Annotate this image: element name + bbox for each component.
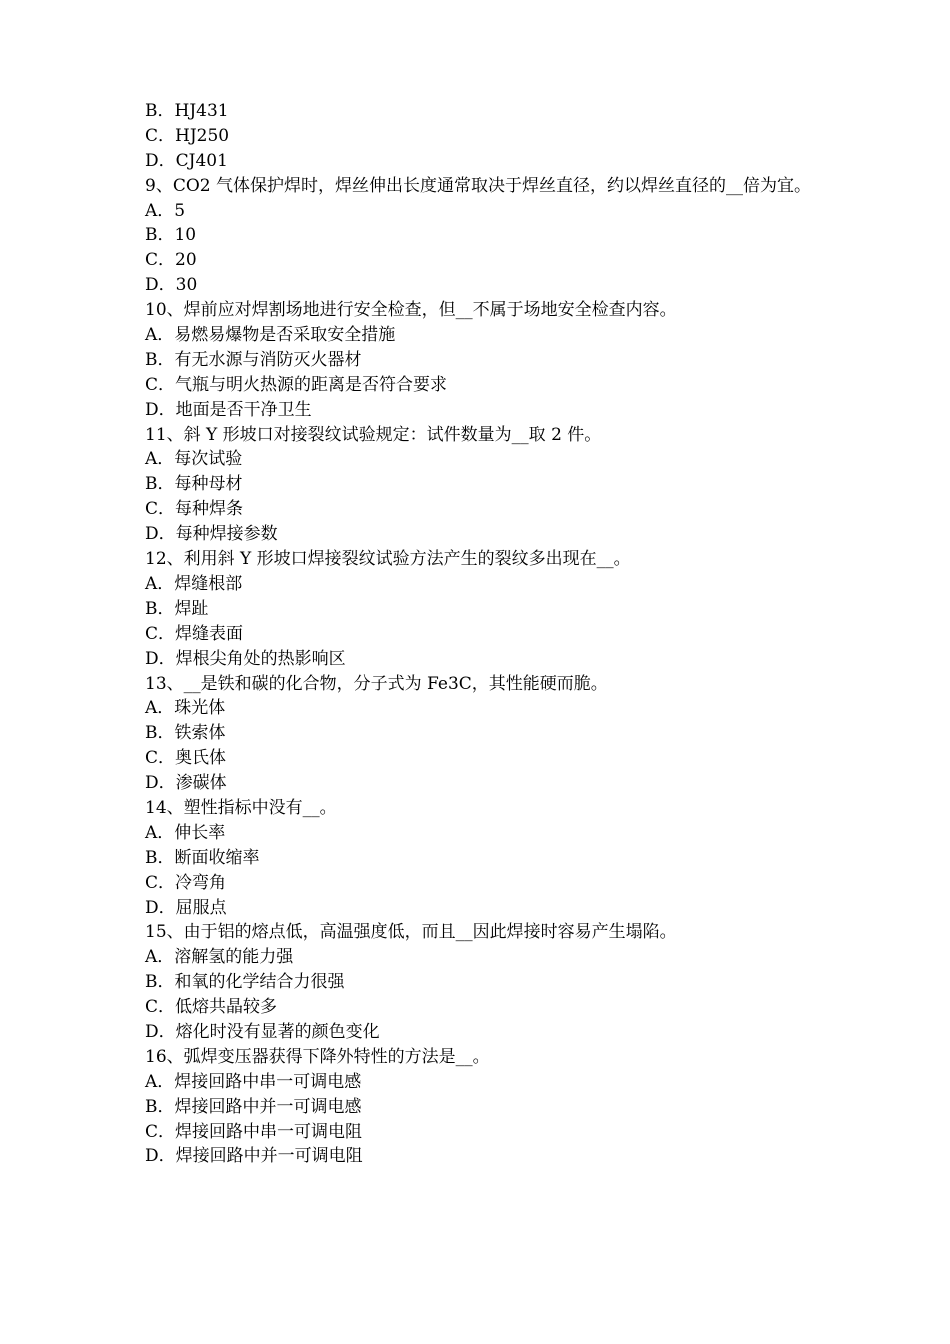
option-line: D．焊根尖角处的热影响区 bbox=[145, 648, 346, 669]
question-stem: 12、利用斜 Y 形坡口焊接裂纹试验方法产生的裂纹多出现在__。 bbox=[145, 549, 631, 570]
continued-options bbox=[145, 99, 825, 174]
question-12 bbox=[145, 547, 825, 671]
option-line: D．每种焊接参数 bbox=[145, 524, 278, 545]
option-line: C．20 bbox=[145, 250, 197, 271]
option-line: A．易燃易爆物是否采取安全措施 bbox=[145, 325, 396, 346]
option-line: A．每次试验 bbox=[145, 449, 243, 470]
question-stem: 16、弧焊变压器获得下降外特性的方法是__。 bbox=[145, 1046, 490, 1067]
question-16 bbox=[145, 1045, 825, 1169]
option-line: A．伸长率 bbox=[145, 822, 226, 843]
option-line: C．气瓶与明火热源的距离是否符合要求 bbox=[145, 374, 448, 395]
question-stem: 11、斜 Y 形坡口对接裂纹试验规定：试件数量为__取 2 件。 bbox=[145, 424, 602, 445]
question-stem: 9、CO2 气体保护焊时，焊丝伸出长度通常取决于焊丝直径，约以焊丝直径的__倍为宜。 bbox=[145, 175, 811, 196]
option-line: A．5 bbox=[145, 200, 186, 221]
option-line: C．HJ250 bbox=[145, 125, 230, 146]
option-line: D．屈服点 bbox=[145, 897, 227, 918]
question-10 bbox=[145, 298, 825, 422]
option-line: B．10 bbox=[145, 225, 197, 246]
option-line: C．奥氏体 bbox=[145, 748, 227, 769]
option-line: C．低熔共晶较多 bbox=[145, 997, 278, 1018]
option-line: B．断面收缩率 bbox=[145, 847, 260, 868]
option-line: B．焊趾 bbox=[145, 598, 209, 619]
option-line: D．CJ401 bbox=[145, 150, 228, 171]
question-15 bbox=[145, 920, 825, 1044]
option-line: B．铁索体 bbox=[145, 723, 226, 744]
question-9 bbox=[145, 174, 825, 298]
option-line: D．渗碳体 bbox=[145, 773, 227, 794]
option-line: B．HJ431 bbox=[145, 101, 229, 121]
question-11 bbox=[145, 423, 825, 547]
question-stem: 14、塑性指标中没有__。 bbox=[145, 797, 337, 818]
option-line: D．地面是否干净卫生 bbox=[145, 399, 312, 420]
option-line: B．焊接回路中并一可调电感 bbox=[145, 1096, 362, 1117]
question-14 bbox=[145, 796, 825, 920]
option-line: C．每种焊条 bbox=[145, 499, 244, 520]
option-line: C．焊缝表面 bbox=[145, 623, 244, 644]
option-line: D．焊接回路中并一可调电阻 bbox=[145, 1146, 363, 1167]
question-stem: 15、由于铝的熔点低，高温强度低，而且__因此焊接时容易产生塌陷。 bbox=[145, 922, 677, 943]
option-line: D．熔化时没有显著的颜色变化 bbox=[145, 1021, 380, 1042]
option-line: D．30 bbox=[145, 275, 198, 296]
question-stem: 13、__是铁和碳的化合物，分子式为 Fe3C，其性能硬而脆。 bbox=[145, 673, 608, 694]
option-line: A．珠光体 bbox=[145, 698, 226, 719]
option-line: B．每种母材 bbox=[145, 474, 243, 495]
question-stem: 10、焊前应对焊割场地进行安全检查，但__不属于场地安全检查内容。 bbox=[145, 300, 677, 321]
option-line: B．和氧的化学结合力很强 bbox=[145, 972, 345, 993]
option-line: A．焊缝根部 bbox=[145, 573, 243, 594]
option-line: A．溶解氢的能力强 bbox=[145, 947, 294, 968]
option-line: B．有无水源与消防灭火器材 bbox=[145, 349, 362, 370]
question-13 bbox=[145, 672, 825, 796]
option-line: C．冷弯角 bbox=[145, 872, 227, 893]
option-line: A．焊接回路中串一可调电感 bbox=[145, 1071, 362, 1092]
document-page bbox=[145, 99, 825, 1169]
option-line: C．焊接回路中串一可调电阻 bbox=[145, 1121, 363, 1142]
